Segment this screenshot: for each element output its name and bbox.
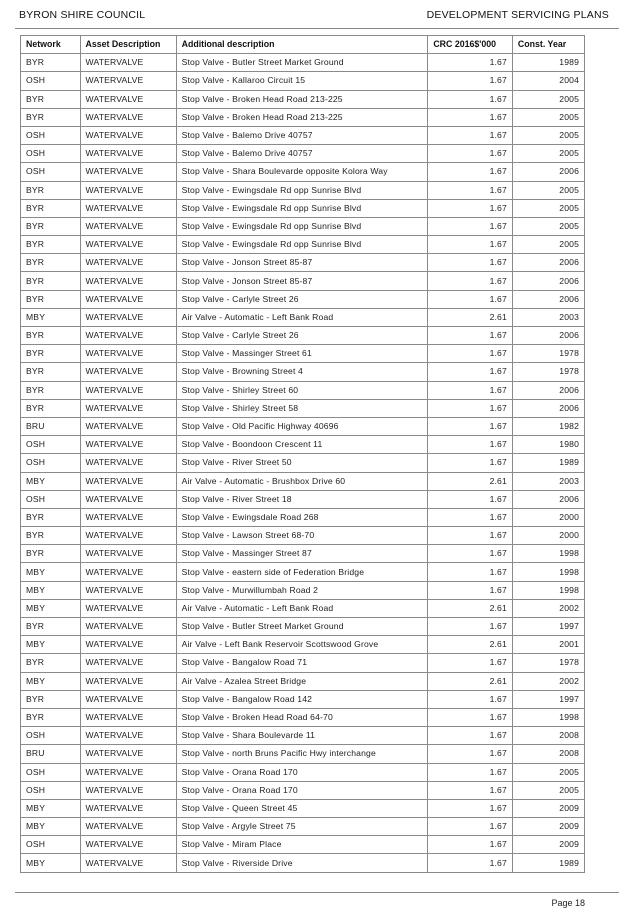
crc-cell: 1.67 bbox=[428, 508, 513, 526]
table-row bbox=[21, 272, 585, 290]
additional-description-cell: Stop Valve - Queen Street 45 bbox=[176, 799, 428, 817]
asset-description-cell: WATERVALVE bbox=[80, 508, 176, 526]
network-cell: BYR bbox=[21, 181, 81, 199]
network-cell: MBY bbox=[21, 818, 81, 836]
asset-table bbox=[20, 35, 585, 873]
table-row bbox=[21, 527, 585, 545]
additional-description-cell: Stop Valve - eastern side of Federation Bridge bbox=[176, 563, 428, 581]
additional-description-cell: Stop Valve - Miram Place bbox=[176, 836, 428, 854]
network-cell: MBY bbox=[21, 472, 81, 490]
asset-description-cell: WATERVALVE bbox=[80, 836, 176, 854]
const-year-cell: 1998 bbox=[512, 545, 584, 563]
additional-description-cell: Stop Valve - Jonson Street 85-87 bbox=[176, 254, 428, 272]
network-cell: BYR bbox=[21, 708, 81, 726]
network-cell: BYR bbox=[21, 327, 81, 345]
table-row bbox=[21, 436, 585, 454]
network-cell: BYR bbox=[21, 199, 81, 217]
additional-description-cell: Air Valve - Automatic - Left Bank Road bbox=[176, 599, 428, 617]
const-year-cell: 2006 bbox=[512, 254, 584, 272]
additional-description-cell: Stop Valve - Shara Boulevarde opposite Kolora Way bbox=[176, 163, 428, 181]
crc-cell: 2.61 bbox=[428, 599, 513, 617]
const-year-cell: 2002 bbox=[512, 672, 584, 690]
network-cell: OSH bbox=[21, 836, 81, 854]
crc-cell: 1.67 bbox=[428, 781, 513, 799]
table-row bbox=[21, 254, 585, 272]
network-cell: MBY bbox=[21, 854, 81, 872]
table-row bbox=[21, 563, 585, 581]
asset-description-cell: WATERVALVE bbox=[80, 436, 176, 454]
crc-cell: 1.67 bbox=[428, 654, 513, 672]
crc-cell: 1.67 bbox=[428, 399, 513, 417]
crc-cell: 1.67 bbox=[428, 818, 513, 836]
const-year-cell: 2009 bbox=[512, 818, 584, 836]
table-row bbox=[21, 327, 585, 345]
additional-description-cell: Stop Valve - Carlyle Street 26 bbox=[176, 290, 428, 308]
asset-description-cell: WATERVALVE bbox=[80, 54, 176, 72]
column-header-network: Network bbox=[21, 36, 81, 54]
table-row bbox=[21, 108, 585, 126]
network-cell: BRU bbox=[21, 745, 81, 763]
asset-description-cell: WATERVALVE bbox=[80, 163, 176, 181]
const-year-cell: 1980 bbox=[512, 436, 584, 454]
table-row bbox=[21, 690, 585, 708]
crc-cell: 1.67 bbox=[428, 436, 513, 454]
column-header-asset-description: Asset Description bbox=[80, 36, 176, 54]
network-cell: BYR bbox=[21, 272, 81, 290]
additional-description-cell: Stop Valve - Carlyle Street 26 bbox=[176, 327, 428, 345]
const-year-cell: 1989 bbox=[512, 54, 584, 72]
asset-description-cell: WATERVALVE bbox=[80, 308, 176, 326]
asset-description-cell: WATERVALVE bbox=[80, 490, 176, 508]
additional-description-cell: Stop Valve - Ewingsdale Rd opp Sunrise Blvd bbox=[176, 236, 428, 254]
table-row bbox=[21, 145, 585, 163]
crc-cell: 1.67 bbox=[428, 345, 513, 363]
crc-cell: 1.67 bbox=[428, 363, 513, 381]
crc-cell: 1.67 bbox=[428, 854, 513, 872]
const-year-cell: 2004 bbox=[512, 72, 584, 90]
const-year-cell: 2005 bbox=[512, 126, 584, 144]
table-row bbox=[21, 708, 585, 726]
asset-description-cell: WATERVALVE bbox=[80, 527, 176, 545]
table-row bbox=[21, 163, 585, 181]
network-cell: BYR bbox=[21, 236, 81, 254]
asset-description-cell: WATERVALVE bbox=[80, 654, 176, 672]
additional-description-cell: Stop Valve - Orana Road 170 bbox=[176, 781, 428, 799]
const-year-cell: 1978 bbox=[512, 363, 584, 381]
crc-cell: 1.67 bbox=[428, 618, 513, 636]
const-year-cell: 2005 bbox=[512, 199, 584, 217]
crc-cell: 1.67 bbox=[428, 581, 513, 599]
const-year-cell: 2006 bbox=[512, 399, 584, 417]
table-header-row bbox=[21, 36, 585, 54]
table-row bbox=[21, 363, 585, 381]
network-cell: OSH bbox=[21, 436, 81, 454]
const-year-cell: 2005 bbox=[512, 781, 584, 799]
crc-cell: 1.67 bbox=[428, 799, 513, 817]
table-row bbox=[21, 217, 585, 235]
crc-cell: 1.67 bbox=[428, 490, 513, 508]
network-cell: MBY bbox=[21, 563, 81, 581]
table-row bbox=[21, 308, 585, 326]
crc-cell: 1.67 bbox=[428, 836, 513, 854]
const-year-cell: 1989 bbox=[512, 454, 584, 472]
table-row bbox=[21, 781, 585, 799]
asset-description-cell: WATERVALVE bbox=[80, 454, 176, 472]
network-cell: BYR bbox=[21, 108, 81, 126]
crc-cell: 1.67 bbox=[428, 290, 513, 308]
table-row bbox=[21, 490, 585, 508]
table-row bbox=[21, 763, 585, 781]
table-row bbox=[21, 854, 585, 872]
const-year-cell: 2000 bbox=[512, 508, 584, 526]
table-row bbox=[21, 345, 585, 363]
table-row bbox=[21, 399, 585, 417]
asset-description-cell: WATERVALVE bbox=[80, 745, 176, 763]
table-row bbox=[21, 799, 585, 817]
crc-cell: 1.67 bbox=[428, 72, 513, 90]
const-year-cell: 1997 bbox=[512, 618, 584, 636]
crc-cell: 1.67 bbox=[428, 145, 513, 163]
const-year-cell: 2006 bbox=[512, 381, 584, 399]
additional-description-cell: Stop Valve - Kallaroo Circuit 15 bbox=[176, 72, 428, 90]
crc-cell: 1.67 bbox=[428, 417, 513, 435]
asset-description-cell: WATERVALVE bbox=[80, 563, 176, 581]
network-cell: BYR bbox=[21, 54, 81, 72]
header-divider bbox=[15, 28, 619, 29]
additional-description-cell: Stop Valve - Broken Head Road 213-225 bbox=[176, 108, 428, 126]
const-year-cell: 2001 bbox=[512, 636, 584, 654]
network-cell: BYR bbox=[21, 254, 81, 272]
const-year-cell: 2005 bbox=[512, 108, 584, 126]
network-cell: MBY bbox=[21, 799, 81, 817]
asset-description-cell: WATERVALVE bbox=[80, 72, 176, 90]
crc-cell: 1.67 bbox=[428, 563, 513, 581]
const-year-cell: 2003 bbox=[512, 472, 584, 490]
network-cell: BYR bbox=[21, 508, 81, 526]
const-year-cell: 2002 bbox=[512, 599, 584, 617]
crc-cell: 1.67 bbox=[428, 527, 513, 545]
additional-description-cell: Stop Valve - Shara Boulevarde 11 bbox=[176, 727, 428, 745]
network-cell: BYR bbox=[21, 345, 81, 363]
additional-description-cell: Stop Valve - Bangalow Road 71 bbox=[176, 654, 428, 672]
table-body bbox=[21, 54, 585, 872]
const-year-cell: 1998 bbox=[512, 563, 584, 581]
crc-cell: 1.67 bbox=[428, 236, 513, 254]
asset-description-cell: WATERVALVE bbox=[80, 345, 176, 363]
crc-cell: 1.67 bbox=[428, 217, 513, 235]
column-header-additional-description: Additional description bbox=[176, 36, 428, 54]
const-year-cell: 2006 bbox=[512, 327, 584, 345]
table-row bbox=[21, 581, 585, 599]
page-header bbox=[19, 9, 609, 25]
additional-description-cell: Stop Valve - Riverside Drive bbox=[176, 854, 428, 872]
asset-description-cell: WATERVALVE bbox=[80, 708, 176, 726]
asset-description-cell: WATERVALVE bbox=[80, 618, 176, 636]
network-cell: BYR bbox=[21, 690, 81, 708]
asset-description-cell: WATERVALVE bbox=[80, 399, 176, 417]
const-year-cell: 1982 bbox=[512, 417, 584, 435]
asset-description-cell: WATERVALVE bbox=[80, 126, 176, 144]
network-cell: BRU bbox=[21, 417, 81, 435]
crc-cell: 2.61 bbox=[428, 672, 513, 690]
footer-divider bbox=[15, 892, 619, 893]
additional-description-cell: Stop Valve - Bangalow Road 142 bbox=[176, 690, 428, 708]
asset-description-cell: WATERVALVE bbox=[80, 545, 176, 563]
asset-description-cell: WATERVALVE bbox=[80, 108, 176, 126]
network-cell: BYR bbox=[21, 90, 81, 108]
additional-description-cell: Stop Valve - Browning Street 4 bbox=[176, 363, 428, 381]
const-year-cell: 1998 bbox=[512, 708, 584, 726]
crc-cell: 2.61 bbox=[428, 308, 513, 326]
crc-cell: 1.67 bbox=[428, 54, 513, 72]
additional-description-cell: Stop Valve - Butler Street Market Ground bbox=[176, 618, 428, 636]
additional-description-cell: Stop Valve - Ewingsdale Rd opp Sunrise Blvd bbox=[176, 181, 428, 199]
additional-description-cell: Stop Valve - Murwillumbah Road 2 bbox=[176, 581, 428, 599]
additional-description-cell: Stop Valve - Jonson Street 85-87 bbox=[176, 272, 428, 290]
crc-cell: 1.67 bbox=[428, 745, 513, 763]
crc-cell: 1.67 bbox=[428, 727, 513, 745]
asset-description-cell: WATERVALVE bbox=[80, 290, 176, 308]
additional-description-cell: Stop Valve - Shirley Street 60 bbox=[176, 381, 428, 399]
crc-cell: 1.67 bbox=[428, 254, 513, 272]
const-year-cell: 2006 bbox=[512, 290, 584, 308]
table-row bbox=[21, 417, 585, 435]
additional-description-cell: Stop Valve - Argyle Street 75 bbox=[176, 818, 428, 836]
table-row bbox=[21, 599, 585, 617]
asset-description-cell: WATERVALVE bbox=[80, 272, 176, 290]
const-year-cell: 2000 bbox=[512, 527, 584, 545]
network-cell: OSH bbox=[21, 72, 81, 90]
asset-description-cell: WATERVALVE bbox=[80, 672, 176, 690]
network-cell: OSH bbox=[21, 781, 81, 799]
crc-cell: 1.67 bbox=[428, 272, 513, 290]
table-row bbox=[21, 381, 585, 399]
asset-description-cell: WATERVALVE bbox=[80, 781, 176, 799]
table-row bbox=[21, 727, 585, 745]
council-name: BYRON SHIRE COUNCIL bbox=[19, 9, 146, 21]
table-row bbox=[21, 545, 585, 563]
table-row bbox=[21, 290, 585, 308]
network-cell: MBY bbox=[21, 599, 81, 617]
additional-description-cell: Air Valve - Automatic - Brushbox Drive 60 bbox=[176, 472, 428, 490]
table-row bbox=[21, 508, 585, 526]
const-year-cell: 1997 bbox=[512, 690, 584, 708]
crc-cell: 1.67 bbox=[428, 708, 513, 726]
network-cell: MBY bbox=[21, 581, 81, 599]
const-year-cell: 2008 bbox=[512, 727, 584, 745]
asset-description-cell: WATERVALVE bbox=[80, 854, 176, 872]
crc-cell: 1.67 bbox=[428, 545, 513, 563]
asset-description-cell: WATERVALVE bbox=[80, 254, 176, 272]
network-cell: BYR bbox=[21, 399, 81, 417]
additional-description-cell: Stop Valve - Boondoon Crescent 11 bbox=[176, 436, 428, 454]
network-cell: BYR bbox=[21, 618, 81, 636]
additional-description-cell: Stop Valve - Massinger Street 87 bbox=[176, 545, 428, 563]
const-year-cell: 2005 bbox=[512, 217, 584, 235]
const-year-cell: 2009 bbox=[512, 799, 584, 817]
table-row bbox=[21, 90, 585, 108]
network-cell: OSH bbox=[21, 763, 81, 781]
crc-cell: 1.67 bbox=[428, 763, 513, 781]
asset-description-cell: WATERVALVE bbox=[80, 763, 176, 781]
crc-cell: 1.67 bbox=[428, 126, 513, 144]
asset-description-cell: WATERVALVE bbox=[80, 581, 176, 599]
network-cell: OSH bbox=[21, 126, 81, 144]
network-cell: OSH bbox=[21, 727, 81, 745]
table-row bbox=[21, 836, 585, 854]
additional-description-cell: Stop Valve - Balemo Drive 40757 bbox=[176, 126, 428, 144]
table-row bbox=[21, 672, 585, 690]
table-row bbox=[21, 618, 585, 636]
crc-cell: 2.61 bbox=[428, 636, 513, 654]
additional-description-cell: Air Valve - Left Bank Reservoir Scottswood Grove bbox=[176, 636, 428, 654]
asset-description-cell: WATERVALVE bbox=[80, 181, 176, 199]
asset-description-cell: WATERVALVE bbox=[80, 818, 176, 836]
crc-cell: 1.67 bbox=[428, 690, 513, 708]
asset-description-cell: WATERVALVE bbox=[80, 90, 176, 108]
crc-cell: 1.67 bbox=[428, 327, 513, 345]
table-row bbox=[21, 654, 585, 672]
asset-description-cell: WATERVALVE bbox=[80, 472, 176, 490]
crc-cell: 1.67 bbox=[428, 454, 513, 472]
additional-description-cell: Air Valve - Automatic - Left Bank Road bbox=[176, 308, 428, 326]
network-cell: OSH bbox=[21, 454, 81, 472]
network-cell: OSH bbox=[21, 145, 81, 163]
const-year-cell: 2005 bbox=[512, 90, 584, 108]
asset-description-cell: WATERVALVE bbox=[80, 327, 176, 345]
const-year-cell: 1978 bbox=[512, 345, 584, 363]
const-year-cell: 2006 bbox=[512, 490, 584, 508]
network-cell: BYR bbox=[21, 363, 81, 381]
additional-description-cell: Stop Valve - Orana Road 170 bbox=[176, 763, 428, 781]
crc-cell: 1.67 bbox=[428, 108, 513, 126]
network-cell: OSH bbox=[21, 163, 81, 181]
asset-description-cell: WATERVALVE bbox=[80, 236, 176, 254]
network-cell: BYR bbox=[21, 290, 81, 308]
asset-description-cell: WATERVALVE bbox=[80, 417, 176, 435]
table-row bbox=[21, 181, 585, 199]
additional-description-cell: Stop Valve - Broken Head Road 64-70 bbox=[176, 708, 428, 726]
asset-description-cell: WATERVALVE bbox=[80, 199, 176, 217]
additional-description-cell: Stop Valve - Old Pacific Highway 40696 bbox=[176, 417, 428, 435]
table-row bbox=[21, 236, 585, 254]
crc-cell: 1.67 bbox=[428, 181, 513, 199]
network-cell: MBY bbox=[21, 636, 81, 654]
table-row bbox=[21, 818, 585, 836]
additional-description-cell: Stop Valve - Butler Street Market Ground bbox=[176, 54, 428, 72]
additional-description-cell: Stop Valve - Ewingsdale Rd opp Sunrise Blvd bbox=[176, 217, 428, 235]
column-header-crc: CRC 2016$'000 bbox=[428, 36, 513, 54]
additional-description-cell: Air Valve - Azalea Street Bridge bbox=[176, 672, 428, 690]
table-row bbox=[21, 72, 585, 90]
network-cell: OSH bbox=[21, 490, 81, 508]
const-year-cell: 2008 bbox=[512, 745, 584, 763]
additional-description-cell: Stop Valve - Broken Head Road 213-225 bbox=[176, 90, 428, 108]
asset-description-cell: WATERVALVE bbox=[80, 363, 176, 381]
asset-description-cell: WATERVALVE bbox=[80, 217, 176, 235]
page-number: Page 18 bbox=[551, 898, 585, 908]
additional-description-cell: Stop Valve - Balemo Drive 40757 bbox=[176, 145, 428, 163]
column-header-const-year: Const. Year bbox=[512, 36, 584, 54]
const-year-cell: 2005 bbox=[512, 181, 584, 199]
network-cell: MBY bbox=[21, 308, 81, 326]
network-cell: BYR bbox=[21, 527, 81, 545]
crc-cell: 1.67 bbox=[428, 199, 513, 217]
const-year-cell: 2005 bbox=[512, 145, 584, 163]
additional-description-cell: Stop Valve - Massinger Street 61 bbox=[176, 345, 428, 363]
asset-description-cell: WATERVALVE bbox=[80, 690, 176, 708]
additional-description-cell: Stop Valve - north Bruns Pacific Hwy interchange bbox=[176, 745, 428, 763]
network-cell: MBY bbox=[21, 672, 81, 690]
crc-cell: 2.61 bbox=[428, 472, 513, 490]
crc-cell: 1.67 bbox=[428, 90, 513, 108]
asset-description-cell: WATERVALVE bbox=[80, 599, 176, 617]
asset-description-cell: WATERVALVE bbox=[80, 381, 176, 399]
const-year-cell: 2006 bbox=[512, 163, 584, 181]
const-year-cell: 1989 bbox=[512, 854, 584, 872]
additional-description-cell: Stop Valve - River Street 50 bbox=[176, 454, 428, 472]
additional-description-cell: Stop Valve - Shirley Street 58 bbox=[176, 399, 428, 417]
asset-description-cell: WATERVALVE bbox=[80, 799, 176, 817]
const-year-cell: 2006 bbox=[512, 272, 584, 290]
const-year-cell: 1998 bbox=[512, 581, 584, 599]
table-row bbox=[21, 199, 585, 217]
table-row bbox=[21, 54, 585, 72]
asset-description-cell: WATERVALVE bbox=[80, 727, 176, 745]
table-row bbox=[21, 126, 585, 144]
table-row bbox=[21, 636, 585, 654]
additional-description-cell: Stop Valve - River Street 18 bbox=[176, 490, 428, 508]
network-cell: BYR bbox=[21, 545, 81, 563]
const-year-cell: 2005 bbox=[512, 236, 584, 254]
table-row bbox=[21, 745, 585, 763]
const-year-cell: 2003 bbox=[512, 308, 584, 326]
additional-description-cell: Stop Valve - Ewingsdale Rd opp Sunrise Blvd bbox=[176, 199, 428, 217]
crc-cell: 1.67 bbox=[428, 163, 513, 181]
const-year-cell: 2005 bbox=[512, 763, 584, 781]
document-title: DEVELOPMENT SERVICING PLANS bbox=[426, 9, 609, 21]
network-cell: BYR bbox=[21, 217, 81, 235]
table-row bbox=[21, 454, 585, 472]
asset-description-cell: WATERVALVE bbox=[80, 145, 176, 163]
additional-description-cell: Stop Valve - Lawson Street 68-70 bbox=[176, 527, 428, 545]
table-row bbox=[21, 472, 585, 490]
const-year-cell: 1978 bbox=[512, 654, 584, 672]
network-cell: BYR bbox=[21, 381, 81, 399]
network-cell: BYR bbox=[21, 654, 81, 672]
crc-cell: 1.67 bbox=[428, 381, 513, 399]
const-year-cell: 2009 bbox=[512, 836, 584, 854]
additional-description-cell: Stop Valve - Ewingsdale Road 268 bbox=[176, 508, 428, 526]
asset-description-cell: WATERVALVE bbox=[80, 636, 176, 654]
